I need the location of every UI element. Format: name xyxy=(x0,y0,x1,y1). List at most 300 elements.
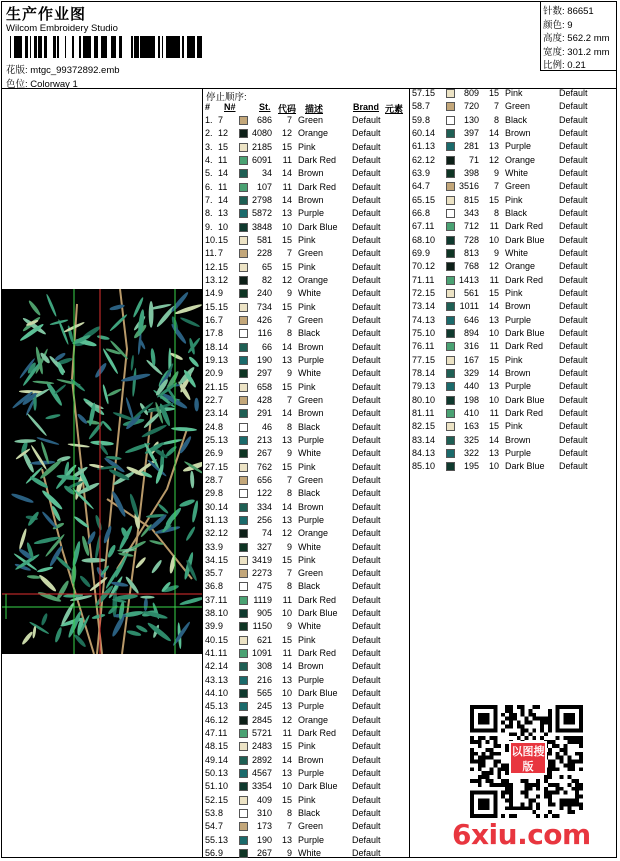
color-description: Purple xyxy=(298,208,325,219)
stitch-count: 2845 xyxy=(251,714,272,725)
stitch-count: 240 xyxy=(256,288,272,299)
needle-number: 8 xyxy=(218,421,224,432)
stitch-count: 646 xyxy=(463,314,479,325)
design-preview xyxy=(2,289,202,654)
brand-name: Default xyxy=(352,421,381,432)
stop-number: 14. xyxy=(205,288,218,299)
color-swatch xyxy=(239,716,248,725)
color-swatch xyxy=(239,809,248,818)
stop-number: 71. xyxy=(412,274,425,285)
stitch-count: 475 xyxy=(256,581,272,592)
color-swatch xyxy=(239,516,248,525)
stop-number: 40. xyxy=(205,634,218,645)
color-code: 12 xyxy=(281,714,292,725)
table-row xyxy=(205,794,409,807)
color-description: Green xyxy=(298,115,324,125)
color-code: 13 xyxy=(488,381,499,392)
stitch-count: 173 xyxy=(256,821,272,832)
color-description: Dark Red xyxy=(298,648,337,659)
table-row xyxy=(412,420,616,433)
table-row xyxy=(205,541,409,554)
color-code: 7 xyxy=(286,394,292,405)
color-swatch xyxy=(446,436,455,445)
stop-number: 37. xyxy=(205,594,218,605)
table-row xyxy=(412,127,616,140)
stop-number: 6. xyxy=(205,181,213,192)
stitch-count: 2185 xyxy=(251,141,272,152)
table-row xyxy=(205,847,409,860)
table-row xyxy=(205,660,409,673)
brand-name: Default xyxy=(559,141,588,152)
color-description: Orange xyxy=(298,714,329,725)
color-swatch xyxy=(239,529,248,538)
stitch-count: 762 xyxy=(256,461,272,472)
table-row xyxy=(412,220,616,233)
stop-number: 50. xyxy=(205,768,218,779)
needle-number: 8 xyxy=(218,581,224,592)
table-row xyxy=(205,194,409,207)
color-swatch xyxy=(239,796,248,805)
table-row xyxy=(205,807,409,820)
brand-name: Default xyxy=(352,461,381,472)
color-swatch xyxy=(239,436,248,445)
color-swatch xyxy=(239,702,248,711)
brand-name: Default xyxy=(559,88,588,98)
needle-number: 8 xyxy=(425,207,431,218)
needle-number: 11 xyxy=(425,221,435,232)
color-swatch xyxy=(446,329,455,338)
color-description: Pink xyxy=(298,301,316,312)
stitch-count: 190 xyxy=(256,834,272,845)
color-description: Brown xyxy=(298,501,324,512)
color-swatch xyxy=(446,262,455,271)
stitch-count: 2892 xyxy=(251,754,272,765)
brand-name: Default xyxy=(352,128,381,139)
brand-name: Default xyxy=(559,407,588,418)
stop-number: 66. xyxy=(412,207,425,218)
stop-number: 85. xyxy=(412,461,425,472)
color-swatch xyxy=(239,689,248,698)
brand-name: Default xyxy=(352,301,381,312)
stop-number: 49. xyxy=(205,754,218,765)
needle-number: 9 xyxy=(218,368,224,379)
color-code: 10 xyxy=(488,327,499,338)
color-code: 11 xyxy=(282,154,292,165)
table-row xyxy=(205,114,409,127)
color-code: 10 xyxy=(281,221,292,232)
needle-number: 14 xyxy=(218,661,229,672)
brand-name: Default xyxy=(352,261,381,272)
needle-number: 15 xyxy=(218,634,229,645)
color-swatch xyxy=(239,263,248,272)
brand-name: Default xyxy=(352,554,381,565)
color-swatch xyxy=(446,276,455,285)
table-row xyxy=(205,740,409,753)
color-description: Black xyxy=(298,421,321,432)
brand-name: Default xyxy=(559,127,588,138)
table-row xyxy=(205,607,409,620)
stop-number: 32. xyxy=(205,528,218,539)
needle-number: 15 xyxy=(218,141,229,152)
color-swatch xyxy=(446,182,455,191)
table-row xyxy=(205,620,409,633)
stitch-count: 3516 xyxy=(458,181,479,192)
table-row xyxy=(412,460,616,473)
color-code: 14 xyxy=(488,434,499,445)
needle-number: 15 xyxy=(425,421,436,432)
stitch-count: 815 xyxy=(463,194,479,205)
color-swatch xyxy=(239,129,248,138)
color-swatch xyxy=(446,116,455,125)
color-code: 9 xyxy=(286,621,292,632)
table-row xyxy=(412,380,616,393)
needle-number: 13 xyxy=(425,141,436,152)
needle-number: 13 xyxy=(425,381,436,392)
color-description: Pink xyxy=(298,741,316,752)
brand-name: Default xyxy=(559,341,588,352)
color-swatch xyxy=(446,369,455,378)
table-row xyxy=(205,780,409,793)
stitch-count: 768 xyxy=(463,261,479,272)
color-description: White xyxy=(298,848,322,859)
stop-number: 3. xyxy=(205,141,213,152)
stop-number: 10. xyxy=(205,234,218,245)
color-swatch xyxy=(446,409,455,418)
brand-name: Default xyxy=(352,208,381,219)
brand-name: Default xyxy=(559,461,588,472)
color-swatch xyxy=(446,396,455,405)
stitch-count: 409 xyxy=(256,794,272,805)
company-name: Wilcom Embroidery Studio xyxy=(6,23,118,34)
bamboo-embroidery-image xyxy=(2,289,202,654)
needle-number: 9 xyxy=(218,448,224,459)
color-code: 7 xyxy=(286,248,292,259)
color-description: Dark Red xyxy=(298,154,337,165)
brand-name: Default xyxy=(352,808,381,819)
color-swatch xyxy=(239,769,248,778)
brand-name: Default xyxy=(352,848,381,859)
color-description: Dark Red xyxy=(505,274,544,285)
col-header-stitches: St. xyxy=(259,102,271,112)
stop-number: 51. xyxy=(205,781,218,792)
table-row xyxy=(412,300,616,313)
color-description: Dark Blue xyxy=(505,461,545,472)
stop-number: 43. xyxy=(205,674,218,685)
stitch-count: 686 xyxy=(256,115,272,125)
color-code: 10 xyxy=(281,781,292,792)
needle-number: 10 xyxy=(218,608,229,619)
color-swatch xyxy=(239,183,248,192)
brand-name: Default xyxy=(559,207,588,218)
stitch-count: 905 xyxy=(256,608,272,619)
table-row xyxy=(205,474,409,487)
color-swatch xyxy=(446,249,455,258)
stop-number: 17. xyxy=(205,328,218,339)
stitch-count: 74 xyxy=(261,528,272,539)
stop-number: 21. xyxy=(205,381,218,392)
needle-number: 11 xyxy=(218,728,228,739)
needle-number: 14 xyxy=(218,168,229,179)
stitch-count: 3848 xyxy=(251,221,272,232)
color-code: 7 xyxy=(493,101,499,112)
needle-number: 12 xyxy=(218,128,229,139)
stat-stitches: 针数: 86651 xyxy=(543,6,594,17)
sequence-column-2 xyxy=(412,87,616,474)
needle-number: 13 xyxy=(218,514,229,525)
brand-name: Default xyxy=(352,221,381,232)
needle-number: 7 xyxy=(218,474,224,485)
design-stats xyxy=(543,5,618,73)
table-row xyxy=(205,434,409,447)
stitch-count: 66 xyxy=(261,341,272,352)
stitch-count: 3354 xyxy=(251,781,272,792)
color-swatch xyxy=(239,409,248,418)
brand-name: Default xyxy=(559,234,588,245)
stop-number: 31. xyxy=(205,514,218,525)
color-code: 10 xyxy=(281,688,292,699)
color-swatch xyxy=(446,356,455,365)
table-row xyxy=(205,527,409,540)
brand-name: Default xyxy=(352,194,381,205)
stitch-count: 1413 xyxy=(458,274,479,285)
brand-name: Default xyxy=(352,728,381,739)
barcode xyxy=(6,36,202,58)
brand-name: Default xyxy=(559,447,588,458)
stop-number: 59. xyxy=(412,114,425,125)
needle-number: 14 xyxy=(218,501,229,512)
stop-number: 46. xyxy=(205,714,218,725)
color-code: 8 xyxy=(286,581,292,592)
needle-number: 9 xyxy=(218,541,224,552)
color-description: Dark Blue xyxy=(298,608,338,619)
brand-name: Default xyxy=(352,768,381,779)
needle-number: 14 xyxy=(218,194,229,205)
stop-number: 9. xyxy=(205,221,213,232)
color-description: Purple xyxy=(298,354,325,365)
color-code: 8 xyxy=(286,808,292,819)
table-row xyxy=(205,634,409,647)
stitch-count: 565 xyxy=(256,688,272,699)
color-code: 13 xyxy=(488,447,499,458)
stitch-count: 267 xyxy=(256,848,272,859)
color-swatch xyxy=(239,476,248,485)
brand-name: Default xyxy=(352,168,381,179)
stop-number: 47. xyxy=(205,728,218,739)
needle-number: 10 xyxy=(425,234,436,245)
stop-number: 39. xyxy=(205,621,218,632)
stop-number: 35. xyxy=(205,568,218,579)
stop-number: 83. xyxy=(412,434,425,445)
stop-number: 2. xyxy=(205,128,213,139)
stitch-count: 1091 xyxy=(251,648,272,659)
stitch-count: 561 xyxy=(463,287,479,298)
color-description: Dark Red xyxy=(298,594,337,605)
needle-number: 7 xyxy=(218,568,224,579)
table-row xyxy=(205,447,409,460)
sequence-column-1 xyxy=(205,114,409,860)
table-row xyxy=(205,381,409,394)
needle-number: 9 xyxy=(218,848,224,859)
brand-name: Default xyxy=(352,381,381,392)
stitch-count: 310 xyxy=(256,808,272,819)
design-file-label: 花版: xyxy=(6,65,28,76)
col-header-code: 代码 xyxy=(278,104,297,114)
color-code: 15 xyxy=(281,554,292,565)
stitch-count: 440 xyxy=(463,381,479,392)
needle-number: 8 xyxy=(425,114,431,125)
needle-number: 13 xyxy=(218,434,229,445)
column-divider-1 xyxy=(202,88,203,858)
color-swatch xyxy=(239,596,248,605)
color-description: Dark Blue xyxy=(505,234,545,245)
needle-number: 15 xyxy=(218,381,229,392)
color-swatch xyxy=(239,156,248,165)
stat-colors: 颜色: 9 xyxy=(543,19,573,31)
color-code: 8 xyxy=(286,421,292,432)
table-row xyxy=(412,100,616,113)
col-header-needle: N# xyxy=(224,102,236,112)
color-code: 8 xyxy=(493,114,499,125)
needle-number: 8 xyxy=(218,328,224,339)
color-swatch xyxy=(239,276,248,285)
stitch-count: 130 xyxy=(463,114,479,125)
color-description: Pink xyxy=(298,794,316,805)
needle-number: 11 xyxy=(425,274,435,285)
stop-number: 28. xyxy=(205,474,218,485)
stitch-count: 281 xyxy=(463,141,479,152)
stop-number: 15. xyxy=(205,301,218,312)
stitch-count: 894 xyxy=(463,327,479,338)
brand-name: Default xyxy=(352,234,381,245)
needle-number: 13 xyxy=(218,674,229,685)
color-swatch xyxy=(446,142,455,151)
stop-number: 36. xyxy=(205,581,218,592)
table-row xyxy=(412,154,616,167)
table-row xyxy=(205,687,409,700)
color-swatch xyxy=(239,569,248,578)
brand-name: Default xyxy=(352,248,381,259)
brand-name: Default xyxy=(352,474,381,485)
color-code: 13 xyxy=(281,514,292,525)
table-row xyxy=(205,754,409,767)
color-swatch xyxy=(239,849,248,858)
stop-number: 38. xyxy=(205,608,218,619)
color-description: Brown xyxy=(298,194,324,205)
stitch-count: 398 xyxy=(463,167,479,178)
color-description: Dark Blue xyxy=(298,221,338,232)
stop-number: 76. xyxy=(412,341,425,352)
table-row xyxy=(412,140,616,153)
color-description: Green xyxy=(505,181,531,192)
color-description: Pink xyxy=(298,461,316,472)
stitch-count: 71 xyxy=(468,154,479,165)
table-row xyxy=(205,207,409,220)
table-row xyxy=(205,167,409,180)
color-description: Dark Red xyxy=(505,221,544,232)
needle-number: 9 xyxy=(425,247,431,258)
stitch-count: 1119 xyxy=(253,594,272,605)
colorway-label: 色位: xyxy=(6,79,28,90)
needle-number: 10 xyxy=(425,461,436,472)
stop-sequence-title: 停止顺序: xyxy=(206,92,247,103)
color-swatch xyxy=(239,169,248,178)
brand-name: Default xyxy=(352,328,381,339)
stitch-count: 5872 xyxy=(251,208,272,219)
stitch-count: 3419 xyxy=(251,554,272,565)
table-row xyxy=(205,127,409,140)
needle-number: 12 xyxy=(425,261,436,272)
brand-name: Default xyxy=(559,327,588,338)
color-code: 14 xyxy=(281,408,292,419)
brand-name: Default xyxy=(559,381,588,392)
color-description: Black xyxy=(298,581,321,592)
color-code: 9 xyxy=(286,541,292,552)
color-description: Brown xyxy=(298,754,324,765)
color-swatch xyxy=(239,556,248,565)
stop-number: 5. xyxy=(205,168,213,179)
stop-number: 60. xyxy=(412,127,425,138)
brand-name: Default xyxy=(352,568,381,579)
color-code: 14 xyxy=(281,501,292,512)
stitch-count: 297 xyxy=(256,368,272,379)
needle-number: 14 xyxy=(218,408,229,419)
color-swatch xyxy=(239,209,248,218)
brand-name: Default xyxy=(352,834,381,845)
needle-number: 15 xyxy=(218,794,229,805)
table-row xyxy=(205,647,409,660)
table-row xyxy=(412,234,616,247)
color-code: 12 xyxy=(281,274,292,285)
table-row xyxy=(205,287,409,300)
stop-number: 24. xyxy=(205,421,218,432)
table-row xyxy=(412,114,616,127)
table-row xyxy=(205,327,409,340)
col-header-num: # xyxy=(205,102,211,112)
stop-number: 26. xyxy=(205,448,218,459)
stat-height: 高度: 562.2 mm xyxy=(543,33,610,44)
color-description: White xyxy=(298,288,322,299)
brand-name: Default xyxy=(559,367,588,378)
table-row xyxy=(412,367,616,380)
stitch-count: 167 xyxy=(463,354,479,365)
brand-name: Default xyxy=(352,741,381,752)
color-code: 7 xyxy=(286,568,292,579)
color-swatch xyxy=(446,222,455,231)
stop-number: 11. xyxy=(205,248,217,259)
stitch-count: 728 xyxy=(463,234,479,245)
brand-name: Default xyxy=(559,301,588,312)
color-code: 8 xyxy=(493,207,499,218)
color-swatch xyxy=(446,449,455,458)
color-swatch xyxy=(239,396,248,405)
color-swatch xyxy=(446,156,455,165)
brand-name: Default xyxy=(352,288,381,299)
color-code: 13 xyxy=(488,314,499,325)
brand-name: Default xyxy=(352,781,381,792)
color-description: Brown xyxy=(505,367,531,378)
table-row xyxy=(205,461,409,474)
stitch-count: 334 xyxy=(256,501,272,512)
color-swatch xyxy=(239,316,248,325)
needle-number: 15 xyxy=(425,88,436,98)
color-code: 7 xyxy=(286,115,292,125)
brand-name: Default xyxy=(352,448,381,459)
color-swatch xyxy=(239,582,248,591)
needle-number: 11 xyxy=(218,181,228,192)
stitch-count: 65 xyxy=(261,261,272,272)
needle-number: 7 xyxy=(218,821,224,832)
brand-name: Default xyxy=(559,394,588,405)
